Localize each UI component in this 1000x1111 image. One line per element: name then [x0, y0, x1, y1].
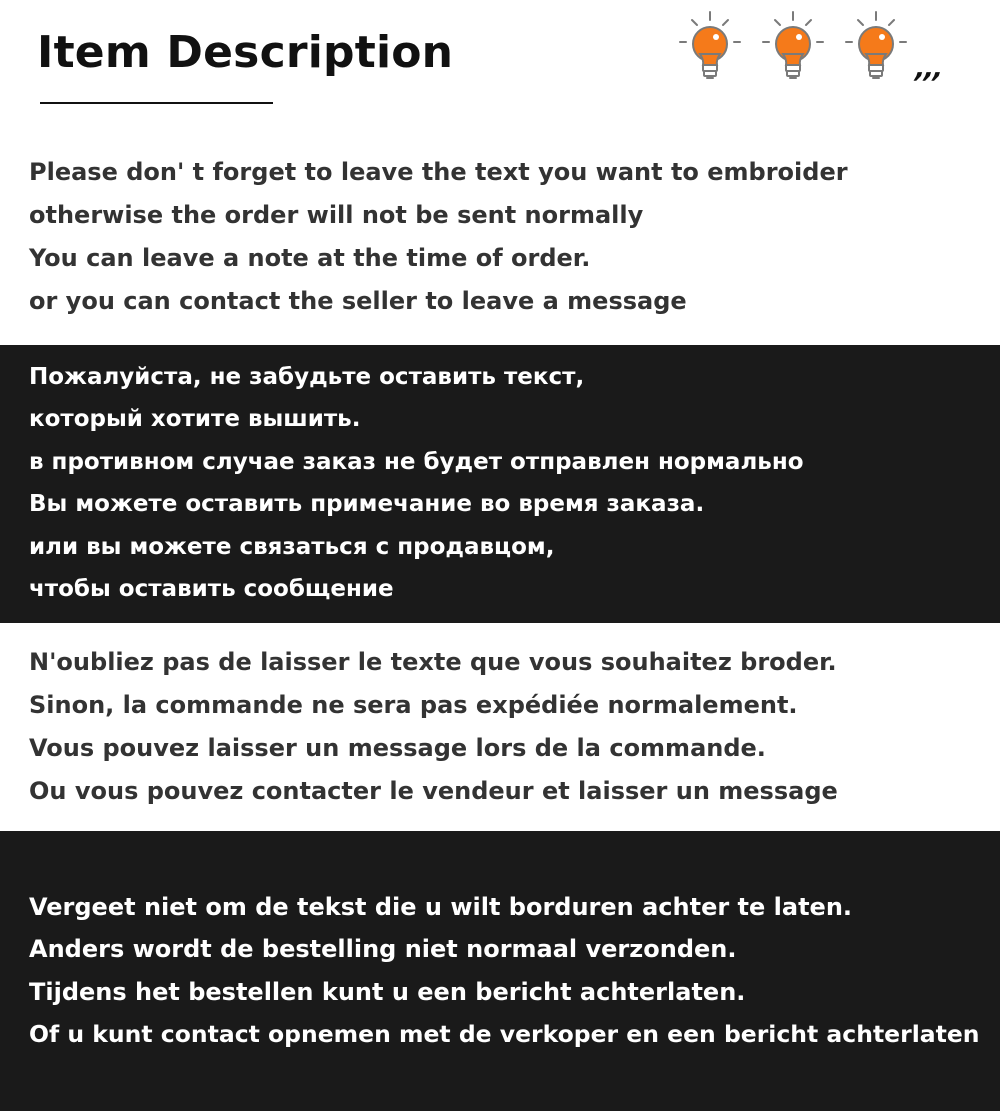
english-notice — [0, 140, 1000, 345]
notice-line: Please don' t forget to leave the text you want to embroider — [29, 158, 848, 186]
notice-line: Ou vous pouvez contacter le vendeur et laisser un message — [29, 777, 838, 805]
notice-line: Of u kunt contact opnemen met de verkoper en een bericht achterlaten — [29, 1020, 980, 1048]
notice-line: otherwise the order will not be sent normally — [29, 201, 644, 229]
notice-line: or you can contact the seller to leave a message — [29, 287, 687, 315]
dutch-notice — [0, 831, 1000, 1111]
notice-line: Vous pouvez laisser un message lors de la commande. — [29, 734, 766, 762]
ellipsis-decoration: ,,, — [911, 54, 948, 84]
russian-notice — [0, 345, 1000, 623]
lightbulb-icon — [844, 8, 908, 84]
notice-line: Vergeet niet om de tekst die u wilt borduren achter te laten. — [29, 893, 853, 921]
notice-line: Sinon, la commande ne sera pas expédiée normalement. — [29, 691, 798, 719]
notice-line: который хотите вышить. — [29, 406, 361, 432]
lightbulb-icon — [678, 8, 742, 84]
notice-line: Вы можете оставить примечание во время заказа. — [29, 491, 705, 517]
french-notice — [0, 623, 1000, 831]
notice-line: Пожалуйста, не забудьте оставить текст, — [29, 364, 585, 390]
notice-line: в противном случае заказ не будет отправлен нормально — [29, 449, 804, 475]
item-description-header — [0, 0, 1000, 140]
notice-line: Tijdens het bestellen kunt u een bericht achterlaten. — [29, 978, 746, 1006]
notice-line: чтобы оставить сообщение — [29, 576, 394, 602]
notice-line: Anders wordt de bestelling niet normaal verzonden. — [29, 935, 737, 963]
notice-line: You can leave a note at the time of order. — [29, 244, 591, 272]
page-title: Item Description — [37, 27, 454, 78]
notice-line: или вы можете связаться с продавцом, — [29, 534, 555, 560]
lightbulb-icon — [761, 8, 825, 84]
notice-line: N'oubliez pas de laisser le texte que vous souhaitez broder. — [29, 648, 837, 676]
title-underline — [40, 102, 273, 104]
